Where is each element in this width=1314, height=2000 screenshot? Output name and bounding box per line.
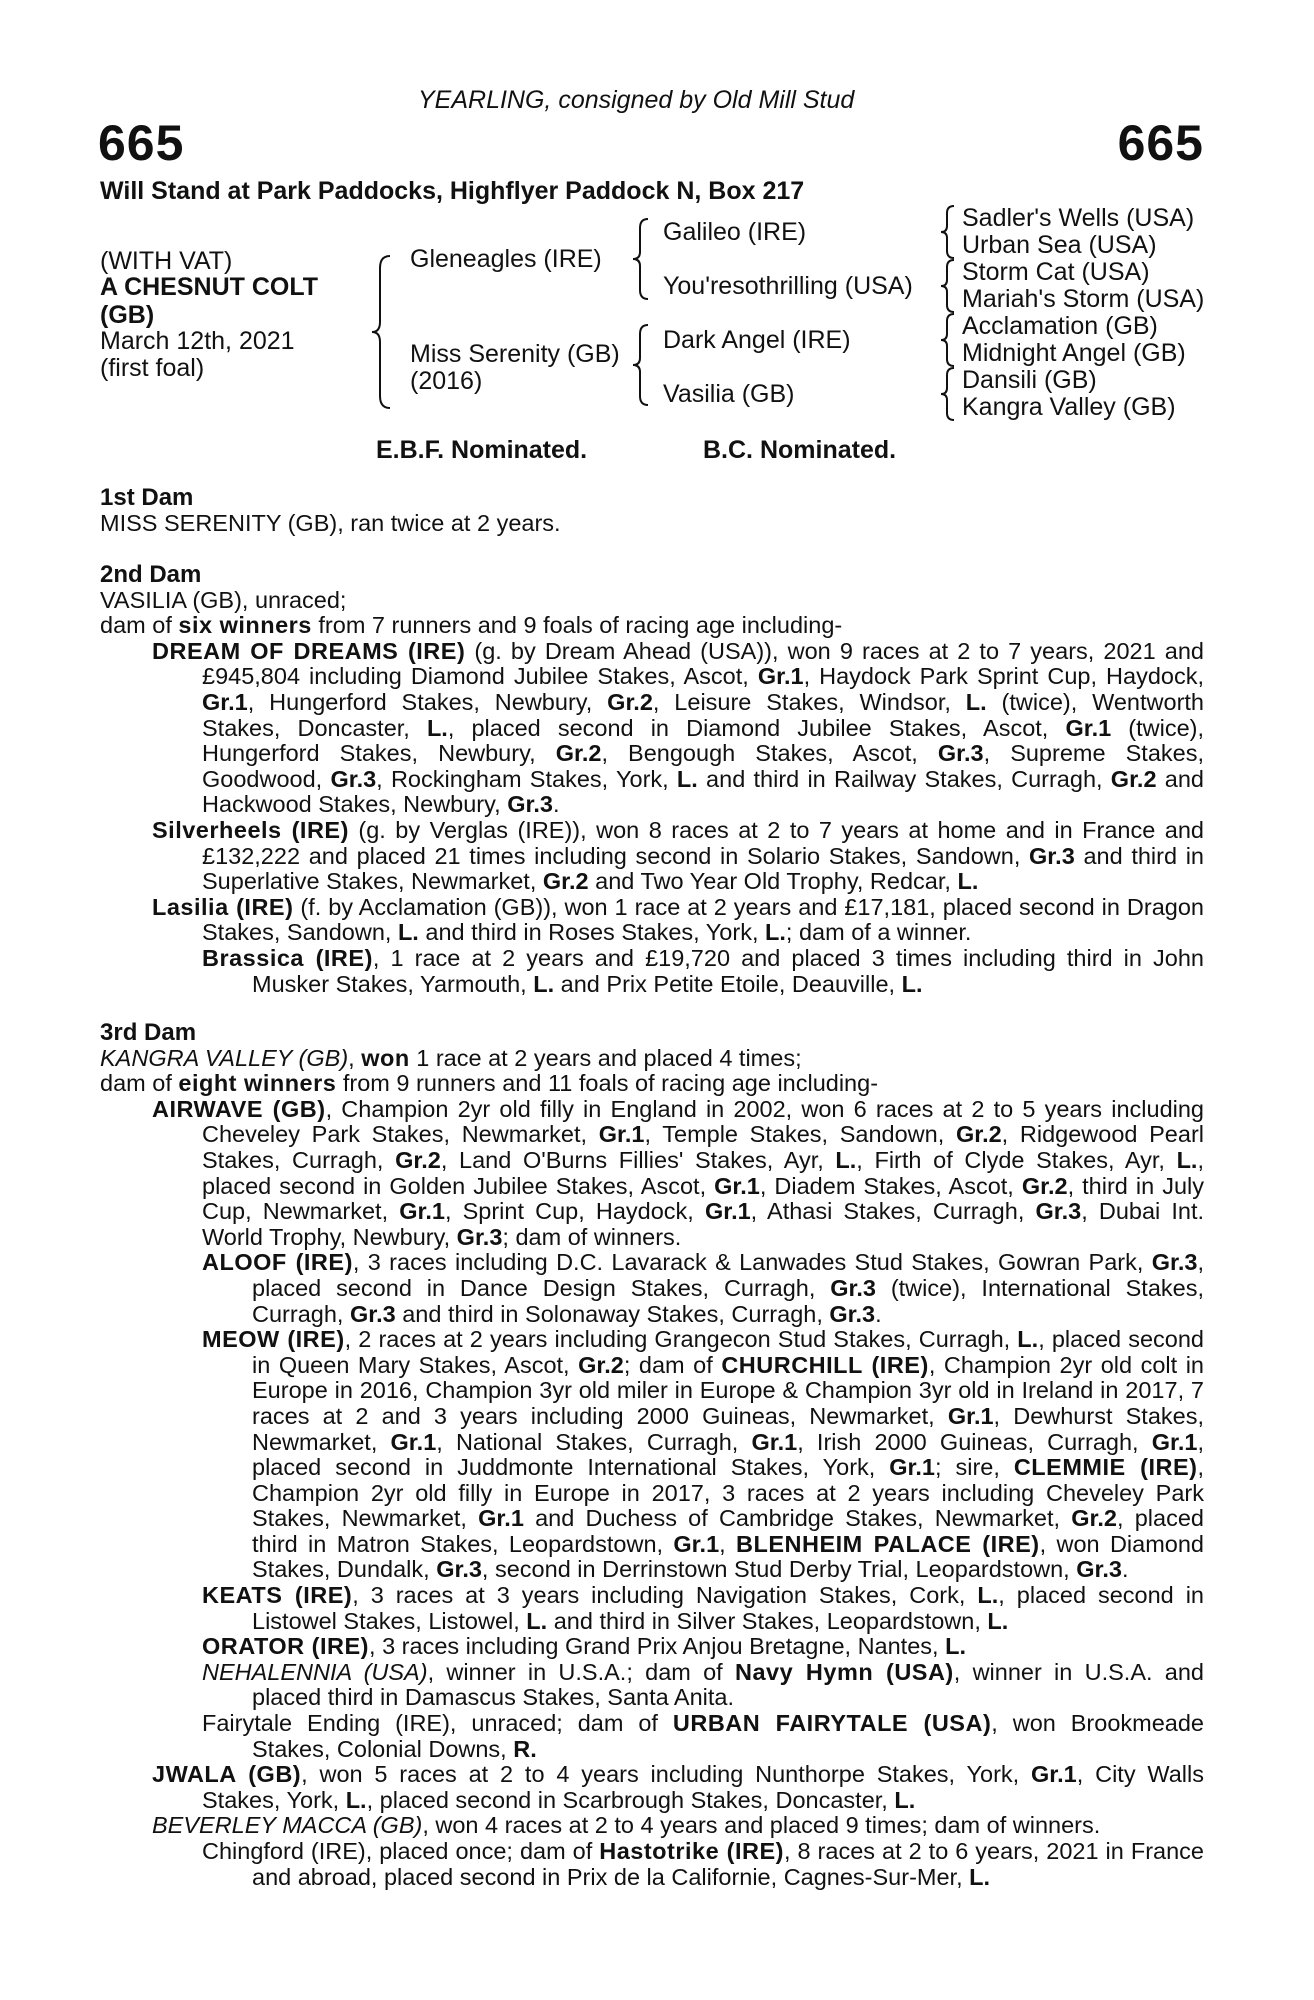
progeny-lasilia: Lasilia (IRE) (f. by Acclamation (GB)), won 1 race at 2 years and £17,181, placed second in Dragon Stakes, Sandown, L. and third in Roses Stakes, York, L.; dam of a winner. [152, 893, 1204, 946]
ebf-nomination: E.B.F. Nominated. [376, 436, 588, 464]
pedigree-brace-g1 [938, 204, 960, 260]
pedigree-brace-main [368, 252, 398, 412]
pedigree-sire-sire: Galileo (IRE) [663, 218, 807, 246]
third-dam-intro-text: dam of [100, 1070, 179, 1097]
progeny-nehalennia: NEHALENNIA (USA), winner in U.S.A.; dam of Navy Hymn (USA), winner in U.S.A. and placed third in Damascus Stakes, Santa Anita. [202, 1658, 1205, 1711]
pedigree-g1: Sadler's Wells (USA) [962, 204, 1195, 232]
second-dam-section [100, 562, 1204, 997]
pedigree-g2: Urban Sea (USA) [962, 231, 1157, 259]
third-dam-won: won [361, 1044, 410, 1071]
pedigree-dam-year: (2016) [410, 367, 483, 395]
second-dam-intro-tail: from 7 runners and 9 foals of racing age including- [311, 612, 843, 639]
third-dam-sep: , [348, 1044, 362, 1071]
bc-nomination: B.C. Nominated. [703, 436, 897, 464]
pedigree-sire: Gleneagles (IRE) [410, 245, 602, 273]
progeny-aloof: ALOOF (IRE), 3 races including D.C. Lavarack & Lanwades Stud Stakes, Gowran Park, Gr.3, placed second in Dance Design Stakes, Curragh, Gr.3 (twice), International Stakes, Curragh, Gr.3 and third in Solonaway Stakes, Curragh, Gr.3. [202, 1249, 1205, 1327]
first-dam-section [100, 485, 1204, 536]
pedigree-g7: Dansili (GB) [962, 366, 1097, 394]
third-dam-intro-tail: from 9 runners and 11 foals of racing age including- [336, 1070, 879, 1097]
pedigree-g6: Midnight Angel (GB) [962, 339, 1186, 367]
progeny-brassica: Brassica (IRE), 1 race at 2 years and £19,720 and placed 3 times including third in John Musker Stakes, Yarmouth, L. and Prix Petite Etoile, Deauville, L. [202, 944, 1205, 997]
third-dam-intro [100, 1046, 1204, 1072]
pedigree-g4: Mariah's Storm (USA) [962, 285, 1205, 313]
vat-note: (WITH VAT) [100, 247, 233, 275]
second-dam-intro-text: dam of [100, 612, 179, 639]
third-dam-winners-count: eight winners [178, 1070, 337, 1097]
third-dam-title: 3rd Dam [100, 1019, 197, 1046]
lot-number-right: 665 [1117, 115, 1204, 171]
progeny-orator: ORATOR (IRE), 3 races including Grand Prix Anjou Bretagne, Nantes, L. [202, 1633, 966, 1660]
pedigree-g5: Acclamation (GB) [962, 312, 1158, 340]
pedigree-brace-dam [630, 322, 654, 408]
pedigree-g3: Storm Cat (USA) [962, 258, 1150, 286]
pedigree-g8: Kangra Valley (GB) [962, 393, 1176, 421]
consignment-line: YEARLING, consigned by Old Mill Stud [418, 86, 855, 114]
second-dam-intro: VASILIA (GB), unraced; [100, 586, 347, 613]
third-dam-name: KANGRA VALLEY (GB) [100, 1044, 349, 1071]
pedigree-brace-g4 [938, 366, 960, 422]
pedigree-sire-dam: You'resothrilling (USA) [663, 272, 913, 300]
stand-location: Will Stand at Park Paddocks, Highflyer Paddock N, Box 217 [100, 177, 805, 205]
progeny-meow: MEOW (IRE), 2 races at 2 years including Grangecon Stud Stakes, Curragh, L., placed second in Queen Mary Stakes, Ascot, Gr.2; dam of CHURCHILL (IRE), Champion 2yr old colt in Europe in 2016, Champion 3yr old miler in Europe & Champion 3yr old in Ireland in 2017, 7 races at 2 and 3 years including 2000 Guineas, Newmarket, Gr.1, Dewhurst Stakes, Newmarket, Gr.1, National Stakes, Curragh, Gr.1, Irish 2000 Guineas, Curragh, Gr.1, placed second in Juddmonte International Stakes, York, Gr.1; sire, CLEMMIE (IRE), Champion 2yr old filly in Europe in 2017, 3 races at 2 years including Cheveley Park Stakes, Newmarket, Gr.1 and Duchess of Cambridge Stakes, Newmarket, Gr.2, placed third in Matron Stakes, Leopardstown, Gr.1, BLENHEIM PALACE (IRE), won Diamond Stakes, Dundalk, Gr.3, second in Derrinstown Stud Derby Trial, Leopardstown, Gr.3. [202, 1326, 1204, 1583]
pedigree-dam: Miss Serenity (GB) [410, 340, 620, 368]
second-dam-title: 2nd Dam [100, 561, 202, 588]
horse-country: (GB) [100, 301, 155, 329]
foaling-date: March 12th, 2021 [100, 327, 295, 355]
pedigree-brace-g3 [938, 312, 960, 368]
progeny-airwave: AIRWAVE (GB), Champion 2yr old filly in England in 2002, won 6 races at 2 to 5 years including Cheveley Park Stakes, Newmarket, Gr.1, Temple Stakes, Sandown, Gr.2, Ridgewood Pearl Stakes, Curragh, Gr.2, Land O'Burns Fillies' Stakes, Ayr, L., Firth of Clyde Stakes, Ayr, L., placed second in Golden Jubilee Stakes, Ascot, Gr.1, Diadem Stakes, Ascot, Gr.2, third in July Cup, Newmarket, Gr.1, Sprint Cup, Haydock, Gr.1, Athasi Stakes, Curragh, Gr.3, Dubai Int. World Trophy, Newbury, Gr.3; dam of winners. [152, 1095, 1205, 1250]
progeny-dream-of-dreams: DREAM OF DREAMS (IRE) (g. by Dream Ahead (USA)), won 9 races at 2 to 7 years, 2021 and £945,804 including Diamond Jubilee Stakes, Ascot, Gr.1, Haydock Park Sprint Cup, Haydock, Gr.1, Hungerford Stakes, Newbury, Gr.2, Leisure Stakes, Windsor, L. (twice), Wentworth Stakes, Doncaster, L., placed second in Diamond Jubilee Stakes, Ascot, Gr.1 (twice), Hungerford Stakes, Newbury, Gr.2, Bengough Stakes, Ascot, Gr.3, Supreme Stakes, Goodwood, Gr.3, Rockingham Stakes, York, L. and third in Railway Stakes, Curragh, Gr.2 and Hackwood Stakes, Newbury, Gr.3. [152, 637, 1204, 818]
first-dam-title: 1st Dam [100, 484, 194, 511]
pedigree-brace-sire [630, 216, 654, 302]
first-dam-text: MISS SERENITY (GB), ran twice at 2 years. [100, 509, 561, 536]
pedigree-dam-sire: Dark Angel (IRE) [663, 326, 851, 354]
progeny-jwala: JWALA (GB), won 5 races at 2 to 4 years including Nunthorpe Stakes, York, Gr.1, City Walls Stakes, York, L., placed second in Scarbrough Stakes, Doncaster, L. [152, 1761, 1204, 1813]
third-dam-record: 1 race at 2 years and placed 4 times; [409, 1044, 802, 1071]
progeny-keats: KEATS (IRE), 3 races at 3 years including Navigation Stakes, Cork, L., placed second in Listowel Stakes, Listowel, L. and third in Silver Stakes, Leopardstown, L. [202, 1582, 1205, 1634]
second-dam-produce-summary [100, 613, 1204, 639]
third-dam-section [100, 1020, 1204, 1890]
third-dam-produce-summary [100, 1071, 1204, 1097]
progeny-chingford: Chingford (IRE), placed once; dam of Hastotrike (IRE), 8 races at 2 to 6 years, 2021 in France and abroad, placed second in Prix de la Californie, Cagnes-Sur-Mer, L. [202, 1838, 1204, 1890]
progeny-silverheels: Silverheels (IRE) (g. by Verglas (IRE)), won 8 races at 2 to 7 years at home and in France and £132,222 and placed 21 times including second in Solario Stakes, Sandown, Gr.3 and third in Superlative Stakes, Newmarket, Gr.2 and Two Year Old Trophy, Redcar, L. [152, 816, 1204, 895]
pedigree-brace-g2 [938, 258, 960, 314]
progeny-beverley-macca: BEVERLEY MACCA (GB), won 4 races at 2 to 4 years and placed 9 times; dam of winners. [152, 1812, 1101, 1839]
progeny-fairytale-ending: Fairytale Ending (IRE), unraced; dam of URBAN FAIRYTALE (USA), won Brookmeade Stakes, Colonial Downs, R. [202, 1710, 1204, 1762]
second-dam-winners-count: six winners [178, 612, 312, 639]
lot-number-left: 665 [98, 115, 185, 171]
foal-note: (first foal) [100, 354, 205, 382]
pedigree-dam-dam: Vasilia (GB) [663, 380, 795, 408]
horse-name: A CHESNUT COLT [100, 273, 319, 301]
